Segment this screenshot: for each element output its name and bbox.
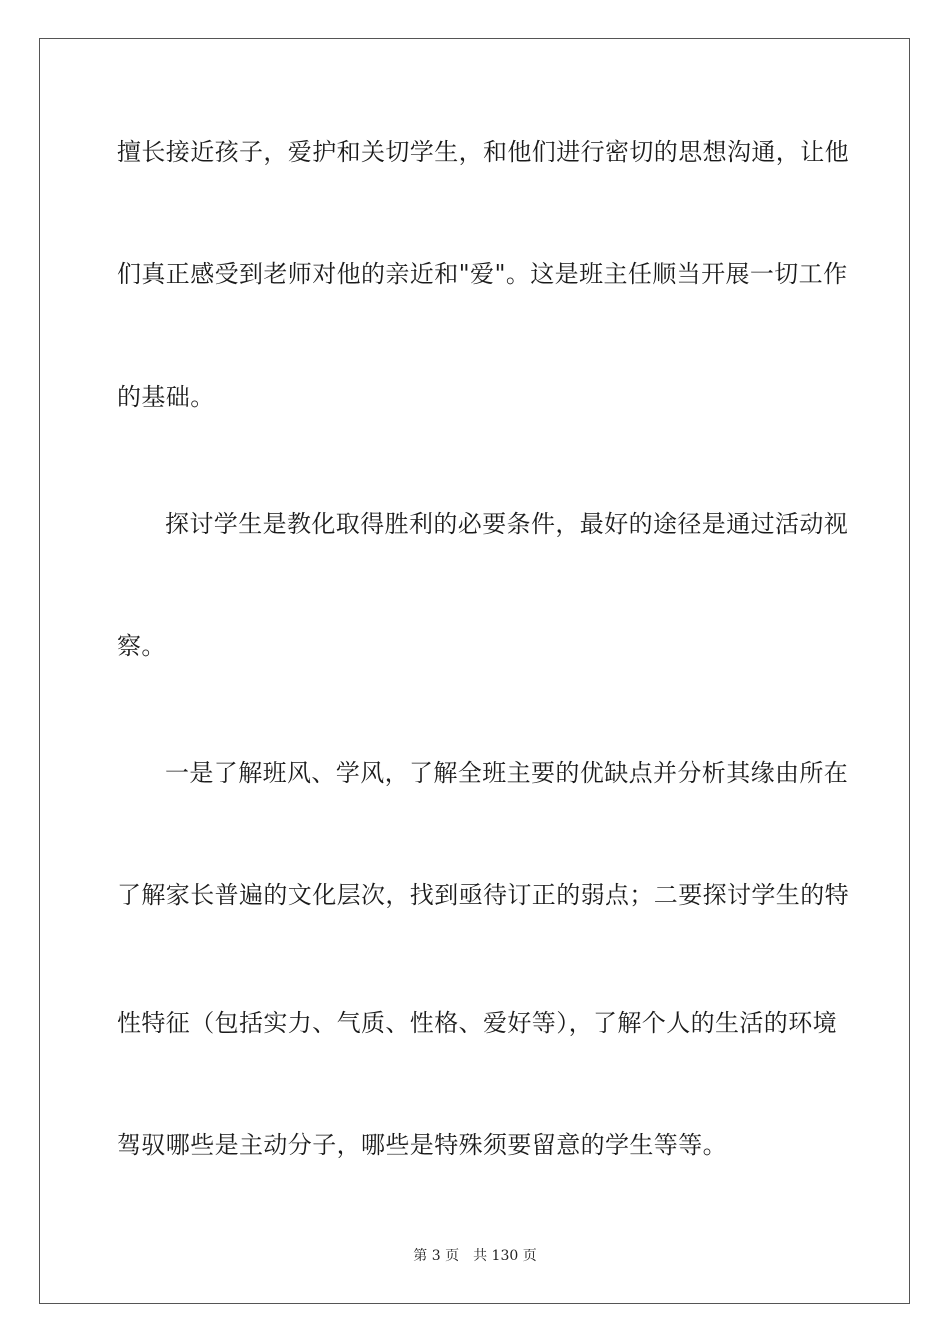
text-line: 性特征（包括实力、气质、性格、爱好等），了解个人的生活的环境 [117,1009,837,1037]
page-footer [0,1246,950,1266]
text-line: 探讨学生是教化取得胜利的必要条件，最好的途径是通过活动视 [165,510,849,538]
total-pages: 共 130 页 [473,1248,537,1264]
text-line: 察。 [117,632,166,660]
text-line: 驾驭哪些是主动分子，哪些是特殊须要留意的学生等等。 [117,1131,727,1159]
text-line: 了解家长普遍的文化层次，找到亟待订正的弱点；二要探讨学生的特 [117,881,849,909]
text-line: 的基础。 [117,383,215,411]
page-border [39,38,910,1304]
page-number: 第 3 页 [413,1248,460,1264]
text-line: 擅长接近孩子，爱护和关切学生，和他们进行密切的思想沟通，让他 [117,138,849,166]
text-line: 一是了解班风、学风，了解全班主要的优缺点并分析其缘由所在 [165,759,849,787]
text-line: 们真正感受到老师对他的亲近和"爱"。这是班主任顺当开展一切工作 [117,260,848,288]
